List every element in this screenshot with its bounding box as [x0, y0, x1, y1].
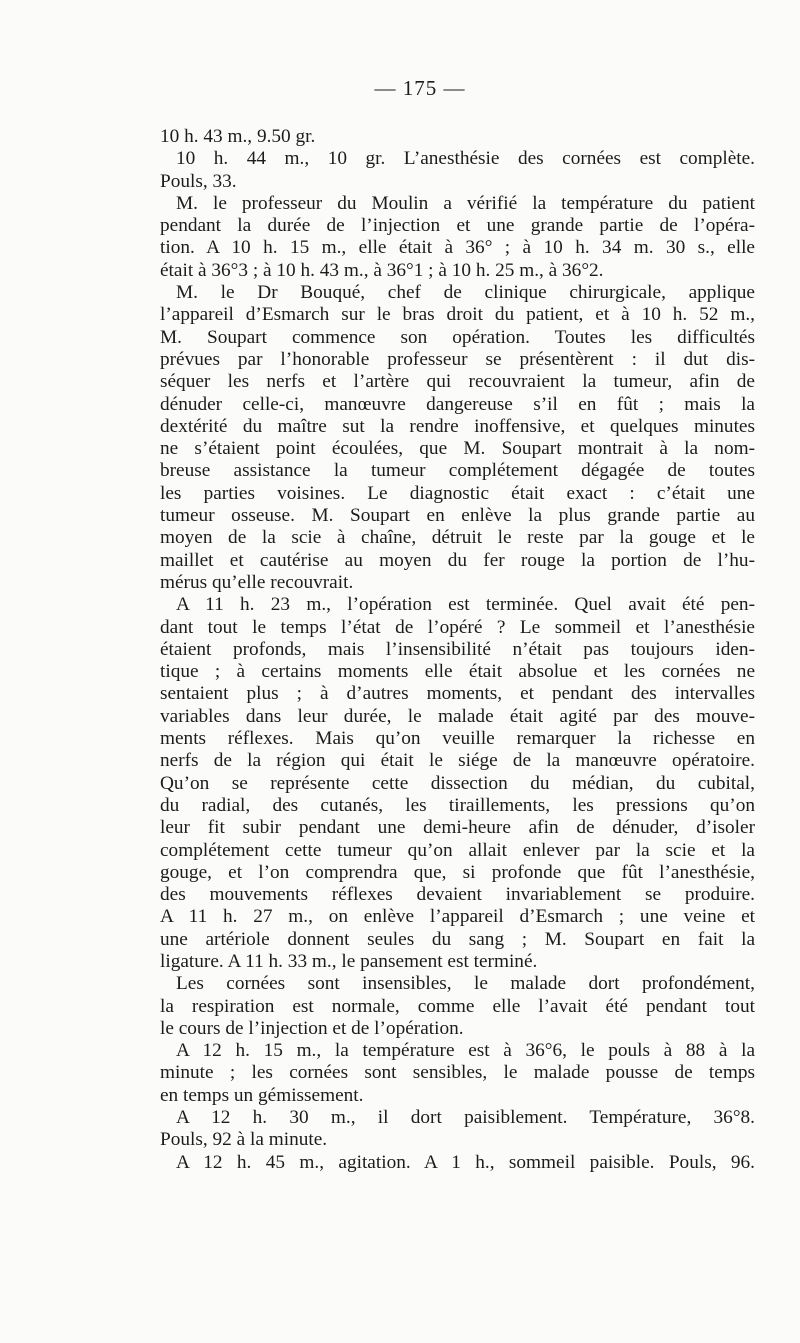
text-line: moyen de la scie à chaîne, détruit le reste par la gouge et le	[160, 527, 755, 549]
text-line: dénuder celle-ci, manœuvre dangereuse s’il en fût ; mais la	[160, 393, 755, 415]
text-line: minute ; les cornées sont sensibles, le malade pousse de temps	[160, 1062, 755, 1084]
text-line: gouge, et l’on comprendra que, si profonde que fût l’anesthésie,	[160, 861, 755, 883]
text-line: une artériole donnent seules du sang ; M. Soupart en fait la	[160, 928, 755, 950]
text-line: tion. A 10 h. 15 m., elle était à 36° ; à 10 h. 34 m. 30 s., elle	[160, 237, 755, 259]
text-line: variables dans leur durée, le malade était agité par des mouve-	[160, 705, 755, 727]
text-line: A 12 h. 45 m., agitation. A 1 h., sommeil paisible. Pouls, 96.	[176, 1151, 755, 1173]
text-line: ligature. A 11 h. 33 m., le pansement est terminé.	[160, 950, 538, 972]
text-line: M. Soupart commence son opération. Toutes les difficultés	[160, 326, 755, 348]
text-line: leur fit subir pendant une demi-heure afin de dénuder, d’isoler	[160, 817, 755, 839]
text-line: en temps un gémissement.	[160, 1084, 364, 1106]
text-line: 10 h. 44 m., 10 gr. L’anesthésie des cornées est complète.	[176, 148, 755, 170]
text-line: prévues par l’honorable professeur se présentèrent : il dut dis-	[160, 348, 755, 370]
text-line: Pouls, 92 à la minute.	[160, 1129, 328, 1151]
text-line: dant tout le temps l’état de l’opéré ? Le sommeil et l’anesthésie	[160, 616, 755, 638]
text-line: séquer les nerfs et l’artère qui recouvraient la tumeur, afin de	[160, 371, 755, 393]
text-line: les parties voisines. Le diagnostic était exact : c’était une	[160, 482, 755, 504]
text-line: A 11 h. 23 m., l’opération est terminée. Quel avait été pen-	[176, 594, 755, 616]
text-line: A 11 h. 27 m., on enlève l’appareil d’Esmarch ; une veine et	[160, 906, 755, 928]
text-line: maillet et cautérise au moyen du fer rouge la portion de l’hu-	[160, 549, 755, 571]
text-line: le cours de l’injection et de l’opération.	[160, 1017, 464, 1039]
page-number: — 175 —	[374, 76, 466, 100]
text-line: A 12 h. 15 m., la température est à 36°6, le pouls à 88 à la	[176, 1040, 755, 1062]
text-line: Qu’on se représente cette dissection du médian, du cubital,	[160, 772, 755, 794]
text-line: dextérité du maître sut la rendre inoffensive, et quelques minutes	[160, 415, 755, 437]
text-line: breuse assistance la tumeur complétement dégagée de toutes	[160, 460, 755, 482]
text-line: 10 h. 43 m., 9.50 gr.	[160, 126, 316, 147]
text-line: sentaient plus ; à d’autres moments, et pendant des intervalles	[160, 683, 755, 705]
text-line: ne s’étaient point écoulées, que M. Soupart montrait à la nom-	[160, 438, 755, 460]
text-line: M. le professeur du Moulin a vérifié la température du patient	[176, 192, 755, 214]
text-line: l’appareil d’Esmarch sur le bras droit du patient, et à 10 h. 52 m.,	[160, 304, 755, 326]
text-line: Pouls, 33.	[160, 170, 237, 192]
text-line: la respiration est normale, comme elle l’avait été pendant tout	[160, 995, 755, 1017]
text-line: ments réflexes. Mais qu’on veuille remarquer la richesse en	[160, 728, 755, 750]
text-line: des mouvements réflexes devaient invariablement se produire.	[160, 884, 755, 906]
text-line: pendant la durée de l’injection et une grande partie de l’opéra-	[160, 215, 755, 237]
text-line: était à 36°3 ; à 10 h. 43 m., à 36°1 ; à 10 h. 25 m., à 36°2.	[160, 259, 604, 281]
text-line: tique ; à certains moments elle était absolue et les cornées ne	[160, 661, 755, 683]
text-line: du radial, des cutanés, les tiraillements, les pressions qu’on	[160, 794, 755, 816]
text-line: complétement cette tumeur qu’on allait enlever par la scie et la	[160, 839, 755, 861]
text-line: nerfs de la région qui était le siége de la manœuvre opératoire.	[160, 750, 755, 772]
text-line: tumeur osseuse. M. Soupart en enlève la plus grande partie au	[160, 505, 755, 527]
text-line: mérus qu’elle recouvrait.	[160, 571, 354, 593]
body-text	[160, 126, 755, 1174]
text-line: Les cornées sont insensibles, le malade dort profondément,	[176, 973, 755, 995]
text-line: étaient profonds, mais l’insensibilité n’était pas toujours iden-	[160, 638, 755, 660]
text-line: M. le Dr Bouqué, chef de clinique chirurgicale, applique	[176, 282, 755, 304]
text-line: A 12 h. 30 m., il dort paisiblement. Température, 36°8.	[176, 1107, 755, 1129]
